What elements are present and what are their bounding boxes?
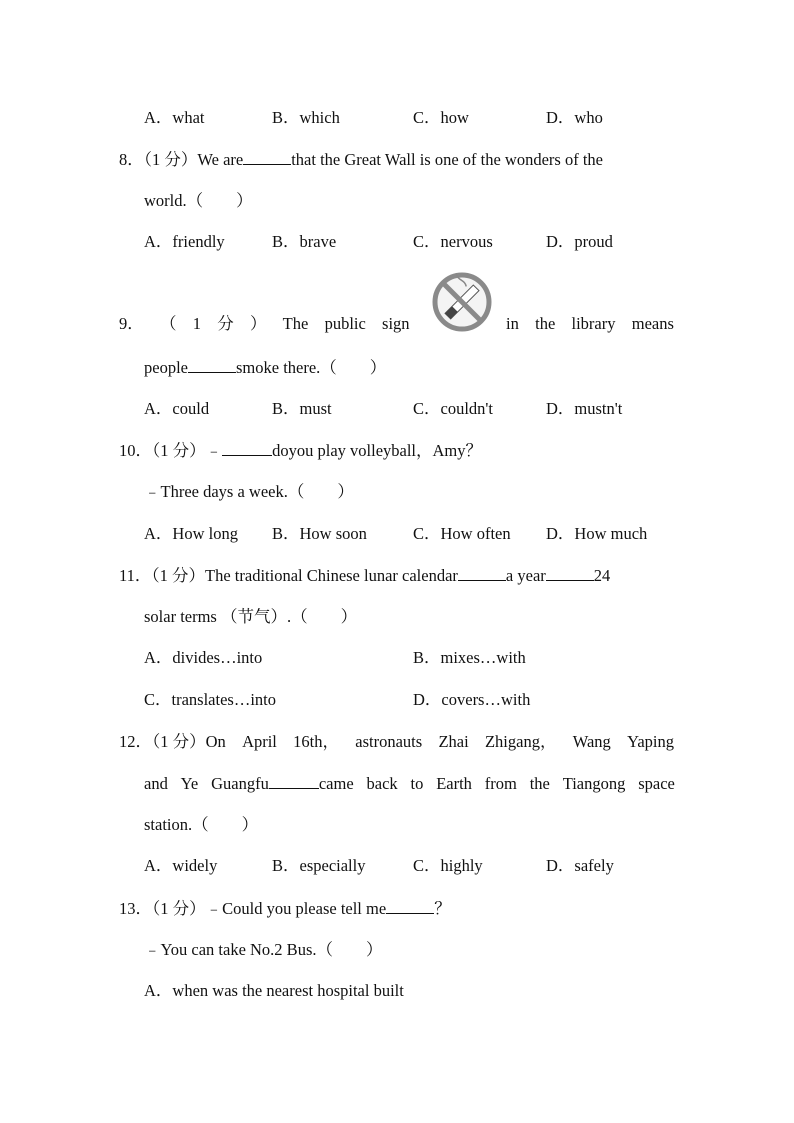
q11-blank-1[interactable] xyxy=(458,564,506,581)
no-smoking-icon xyxy=(430,270,494,334)
q13-stem-prefix: 13．（1 分）﹣Could you please tell me xyxy=(119,899,387,918)
q10-option-a[interactable]: A．How long xyxy=(144,524,238,543)
q8-option-a[interactable]: A．friendly xyxy=(144,232,225,251)
q11-stem-prefix: 11．（1 分）The traditional Chinese lunar calendar xyxy=(119,566,458,585)
q12-stem xyxy=(119,731,674,753)
q13-stem-suffix: ？ xyxy=(434,899,451,918)
q9-line2-suffix: smoke there.（ ） xyxy=(235,358,387,377)
q8-stem xyxy=(119,148,603,171)
q8-blank[interactable] xyxy=(243,148,291,165)
q10-stem xyxy=(119,439,482,462)
q12-word: 12．（1 分）On xyxy=(119,732,226,751)
q10-stem-prefix: 10．（1 分）﹣ xyxy=(119,441,223,460)
q13-stem xyxy=(119,897,451,920)
q12-word: came xyxy=(318,774,354,793)
q7-option-a[interactable]: A．what xyxy=(144,108,205,127)
q12-word: Guangfu xyxy=(211,774,269,793)
q7-option-c[interactable]: C．how xyxy=(413,108,469,127)
q10-stem-suffix: doyou play volleyball，Amy？ xyxy=(272,441,483,460)
q10-blank[interactable] xyxy=(222,439,272,456)
q12-word: Zhigang， xyxy=(484,732,557,751)
q9-word: in xyxy=(506,314,519,333)
q12-option-c[interactable]: C．highly xyxy=(413,856,483,875)
q12-word: April xyxy=(242,732,277,751)
q11-stem-middle: a year xyxy=(505,566,546,585)
q9-stem-line2 xyxy=(144,356,386,379)
q9-option-d[interactable]: D．mustn't xyxy=(546,399,623,418)
q12-word: back xyxy=(366,773,398,793)
q12-word: to xyxy=(410,773,424,793)
q12-word: 16th， xyxy=(293,732,340,751)
q9-blank[interactable] xyxy=(188,356,236,373)
q12-word: space xyxy=(638,773,675,793)
q8-stem-suffix: that the Great Wall is one of the wonders of the xyxy=(291,150,603,169)
q12-word: from xyxy=(484,773,517,793)
q12-word: Ye xyxy=(180,773,199,793)
q9-word: （ xyxy=(159,314,177,333)
q9-option-a[interactable]: A．could xyxy=(144,399,210,418)
q9-word: 分 xyxy=(217,314,234,333)
q10-option-c[interactable]: C．How often xyxy=(413,524,511,543)
q8-option-d[interactable]: D．proud xyxy=(546,232,613,251)
q12-option-d[interactable]: D．safely xyxy=(546,856,614,875)
q9-word: ） xyxy=(249,314,267,333)
q9-word: library xyxy=(571,314,616,333)
q12-word: Earth xyxy=(436,773,472,793)
q10-option-b[interactable]: B．How soon xyxy=(272,524,367,543)
q9-stem xyxy=(119,313,674,335)
q12-word: and xyxy=(144,773,168,793)
q12-option-b[interactable]: B．especially xyxy=(272,856,366,875)
q9-line2-prefix: people xyxy=(144,358,188,377)
q12-word-with-blank xyxy=(211,772,354,795)
q11-stem-suffix: 24 xyxy=(593,566,611,585)
q11-stem xyxy=(119,564,610,587)
q12-stem-line3: station.（ ） xyxy=(144,815,259,834)
q13-option-a[interactable]: A．when was the nearest hospital built xyxy=(144,981,404,1000)
q11-option-d[interactable]: D．covers…with xyxy=(413,690,531,709)
q11-option-a[interactable]: A．divides…into xyxy=(144,648,263,667)
q12-word: Yaping xyxy=(627,732,674,751)
q12-stem-line2 xyxy=(144,772,675,795)
q7-option-b[interactable]: B．which xyxy=(272,108,340,127)
q9-option-b[interactable]: B．must xyxy=(272,399,332,418)
q9-word: sign xyxy=(382,314,410,333)
q12-word: Zhai xyxy=(438,732,469,751)
q9-word: 1 xyxy=(192,314,201,333)
q9-word: means xyxy=(631,314,674,333)
q11-option-b[interactable]: B．mixes…with xyxy=(413,648,526,667)
q9-word: 9． xyxy=(119,314,144,333)
q12-word: the xyxy=(529,773,550,793)
q12-word: Wang xyxy=(572,732,611,751)
q11-blank-2[interactable] xyxy=(546,564,594,581)
q11-option-c[interactable]: C．translates…into xyxy=(144,690,276,709)
q12-word: astronauts xyxy=(355,732,423,751)
q7-option-d[interactable]: D．who xyxy=(546,108,603,127)
q9-word: The xyxy=(282,314,309,333)
q13-blank[interactable] xyxy=(386,897,434,914)
q10-option-d[interactable]: D．How much xyxy=(546,524,648,543)
q11-stem-line2: solar terms （节气）.（ ） xyxy=(144,607,358,626)
q9-option-c[interactable]: C．couldn't xyxy=(413,399,493,418)
q12-blank[interactable] xyxy=(269,772,319,789)
q12-option-a[interactable]: A．widely xyxy=(144,856,218,875)
q8-option-c[interactable]: C．nervous xyxy=(413,232,493,251)
q8-stem-line2: world.（ ） xyxy=(144,191,253,210)
q13-stem-line2: ﹣You can take No.2 Bus.（ ） xyxy=(144,940,383,959)
q12-word: Tiangong xyxy=(562,773,626,793)
q8-stem-prefix: 8．（1 分）We are xyxy=(119,150,244,169)
q9-word: the xyxy=(535,314,556,333)
q10-stem-line2: ﹣Three days a week.（ ） xyxy=(144,482,354,501)
q8-option-b[interactable]: B．brave xyxy=(272,232,337,251)
q9-word: public xyxy=(324,314,366,333)
